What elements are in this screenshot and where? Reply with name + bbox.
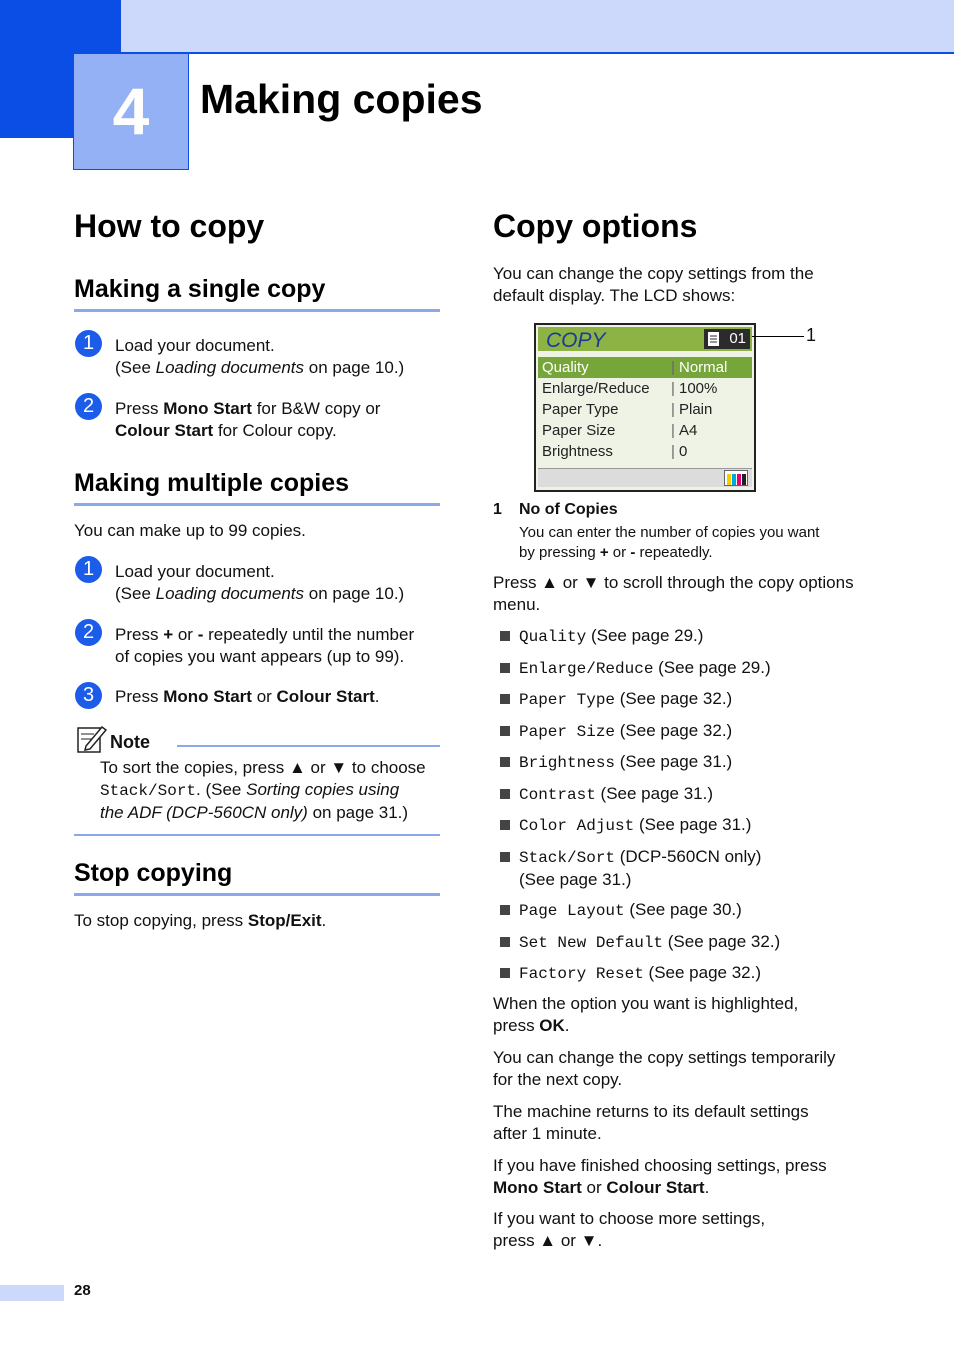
copy-options-heading: Copy options — [493, 208, 698, 244]
chapter-title: Making copies — [200, 76, 483, 122]
note-pencil-icon — [76, 724, 108, 754]
how-to-copy-heading: How to copy — [74, 208, 265, 244]
bullet — [500, 631, 510, 641]
bullet — [500, 663, 510, 673]
step-number: 2 — [75, 393, 102, 420]
note-rule-top — [177, 745, 440, 747]
step-number: 1 — [75, 556, 102, 583]
lcd-row: Quality | Normal — [538, 357, 752, 378]
press-scroll-text: Press ▲ or ▼ to scroll through the copy options menu. — [493, 573, 854, 614]
bullet — [500, 820, 510, 830]
lcd-display — [534, 323, 756, 492]
note-label: Note — [110, 732, 150, 752]
step-number: 1 — [75, 330, 102, 357]
document-icon — [708, 332, 719, 346]
option-item: Contrast (See page 31.) — [519, 784, 714, 804]
note-text: To sort the copies, press ▲ or ▼ to choose Stack/Sort. (See Sorting copies using the ADF (DCP-560CN only) on page 31.) — [100, 758, 426, 822]
legend-description: You can enter the number of copies you want by pressing + or - repeatedly. — [519, 524, 820, 561]
bullet — [500, 852, 510, 862]
lcd-row: Paper Size | A4 — [542, 422, 698, 439]
step-number: 3 — [75, 682, 102, 709]
header-band-light — [121, 0, 954, 54]
step-text: Load your document. (See Loading documents on page 10.) — [115, 336, 405, 377]
chapter-number: 4 — [73, 53, 189, 170]
section-rule — [74, 893, 440, 896]
multiple-intro: You can make up to 99 copies. — [74, 521, 306, 540]
callout-number: 1 — [806, 325, 817, 345]
default-paragraph: The machine returns to its default settings after 1 minute. — [493, 1102, 809, 1143]
bullet — [500, 757, 510, 767]
ok-paragraph: When the option you want is highlighted, press OK. — [493, 994, 799, 1035]
bullet — [500, 694, 510, 704]
bullet — [500, 726, 510, 736]
stop-text: To stop copying, press Stop/Exit. — [74, 911, 327, 930]
section-rule — [74, 503, 440, 506]
step-text: Load your document. (See Loading documents on page 10.) — [115, 562, 405, 603]
step-text: Press + or - repeatedly until the number of copies you want appears (up to 99). — [115, 625, 415, 666]
lcd-status-bar — [538, 468, 752, 487]
lcd-copies-value: 01 — [729, 330, 746, 347]
copy-options-intro: You can change the copy settings from the default display. The LCD shows: — [493, 264, 814, 305]
option-item: Set New Default (See page 32.) — [519, 932, 781, 952]
option-item: Page Layout (See page 30.) — [519, 900, 742, 920]
note-rule-bottom — [74, 834, 440, 836]
option-item: Brightness (See page 31.) — [519, 752, 733, 772]
ink-level-icon — [724, 470, 748, 486]
step-number: 2 — [75, 619, 102, 646]
option-item: Enlarge/Reduce (See page 29.) — [519, 658, 771, 678]
lcd-row: Brightness | 0 — [542, 443, 688, 460]
section-rule — [74, 309, 440, 312]
lcd-row: Enlarge/Reduce | 100% — [542, 380, 718, 397]
bullet — [500, 905, 510, 915]
lcd-copies — [704, 329, 750, 349]
step-text: Press Mono Start or Colour Start. — [115, 687, 380, 706]
option-item: Paper Type (See page 32.) — [519, 689, 733, 709]
multiple-copies-heading: Making multiple copies — [74, 469, 350, 497]
bullet — [500, 789, 510, 799]
more-settings-paragraph: If you want to choose more settings, press ▲ or ▼. — [493, 1209, 766, 1250]
legend-title: No of Copies — [519, 501, 618, 518]
lcd-title: COPY — [546, 329, 606, 352]
step-text: Press Mono Start for B&W copy or Colour Start for Colour copy. — [115, 399, 381, 440]
single-copy-heading: Making a single copy — [74, 275, 326, 303]
bullet — [500, 937, 510, 947]
stop-copying-heading: Stop copying — [74, 859, 233, 887]
page-number: 28 — [74, 1282, 91, 1299]
page-strip — [0, 1285, 64, 1301]
legend-number: 1 — [493, 501, 502, 518]
callout-line — [752, 336, 804, 337]
option-item: Quality (See page 29.) — [519, 626, 704, 646]
lcd-row: Paper Type | Plain — [542, 401, 713, 418]
lcd-title-bar — [538, 327, 752, 351]
option-item: Color Adjust (See page 31.) — [519, 815, 752, 835]
option-item: Paper Size (See page 32.) — [519, 721, 733, 741]
finish-paragraph: If you have finished choosing settings, press Mono Start or Colour Start. — [493, 1156, 827, 1197]
option-item: Stack/Sort (DCP-560CN only) (See page 31.) — [519, 847, 762, 889]
bullet — [500, 968, 510, 978]
option-item: Factory Reset (See page 32.) — [519, 963, 762, 983]
temporary-paragraph: You can change the copy settings temporarily for the next copy. — [493, 1048, 836, 1089]
